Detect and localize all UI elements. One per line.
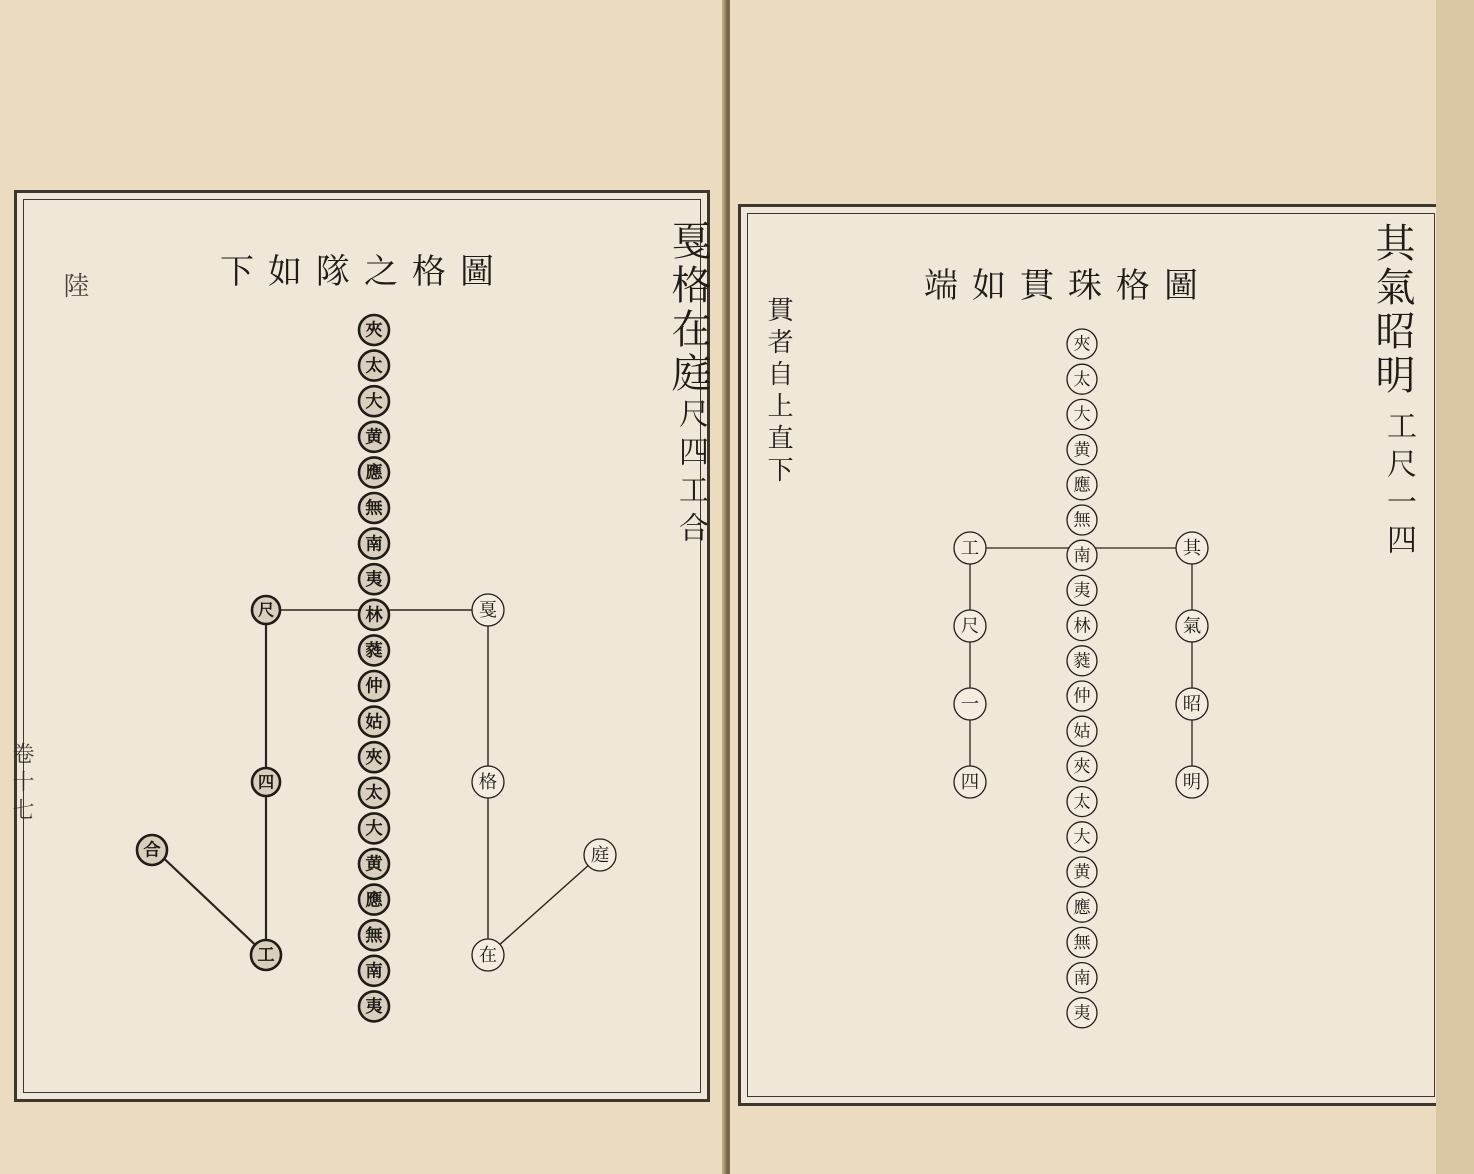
left-chain-node [359, 742, 389, 772]
left-chain-node [359, 386, 389, 416]
right-branch-diagonal [488, 855, 600, 955]
right-chain-node-glyph: 林 [1073, 616, 1091, 637]
right-chain-node [1067, 575, 1097, 605]
right-left-branch-node [954, 610, 986, 642]
right-left-branch-node [954, 532, 986, 564]
left-chain-node-glyph: 無 [365, 498, 383, 519]
right-chain-node-glyph: 太 [1073, 369, 1091, 390]
left-chain-node-glyph: 太 [365, 783, 383, 804]
right-chain-node-glyph: 南 [1073, 968, 1091, 989]
left-chain-node [359, 315, 389, 345]
right-chain-node [1067, 716, 1097, 746]
right-chain-node-glyph: 大 [1073, 827, 1091, 848]
left-chain-node [359, 956, 389, 986]
left-margin-text: 陸 [59, 272, 89, 304]
left-chain-node-glyph: 仲 [365, 676, 383, 697]
left-branch-diagonal [155, 850, 266, 955]
left-chain-node [359, 351, 389, 381]
right-chain-node [1067, 822, 1097, 852]
right-chain-node-glyph: 大 [1073, 405, 1091, 426]
right-chain-node-glyph: 南 [1073, 545, 1091, 566]
left-chain-node [359, 778, 389, 808]
right-chain-node [1067, 751, 1097, 781]
left-chain-node-glyph: 夾 [365, 747, 383, 768]
left-chain-node-glyph: 應 [365, 463, 383, 484]
right-chain-node [1067, 892, 1097, 922]
left-chain-node-glyph: 姑 [365, 712, 383, 733]
left-diagram [0, 0, 726, 1174]
left-chain-node-glyph: 夷 [365, 997, 383, 1018]
left-chain-node [359, 813, 389, 843]
right-chain-node [1067, 927, 1097, 957]
right-chain-node-glyph: 黄 [1073, 440, 1091, 461]
left-chain-node-glyph: 太 [365, 356, 383, 377]
right-chain-node [1067, 857, 1097, 887]
left-chain-node-glyph: 應 [365, 890, 383, 911]
right-right-branch-node [1176, 532, 1208, 564]
right-chain-node [1067, 611, 1097, 641]
left-page-verse: 戛格在庭 [665, 220, 711, 396]
left-chain-node-glyph: 蕤 [365, 641, 383, 662]
right-branch-node-4-glyph: 庭 [590, 845, 610, 867]
right-left-branch-node [954, 766, 986, 798]
right-chain-node-glyph: 蕤 [1073, 651, 1091, 672]
right-branch-node-3 [472, 939, 504, 971]
right-chain-node-glyph: 夷 [1073, 581, 1091, 602]
left-page [0, 0, 726, 1174]
right-branch-node-2-glyph: 格 [478, 772, 498, 794]
left-chain-node-glyph: 大 [365, 819, 383, 840]
left-chain-node [359, 600, 389, 630]
right-chain-node [1067, 470, 1097, 500]
left-branch-node-1-glyph: 尺 [257, 600, 275, 620]
left-chain-node [359, 422, 389, 452]
right-chain-node [1067, 787, 1097, 817]
right-page-notation: 工尺一四 [1381, 410, 1416, 562]
right-right-branch-node-glyph: 其 [1182, 538, 1202, 560]
left-chain-node [359, 991, 389, 1021]
left-branch-node-2-glyph: 四 [257, 772, 275, 792]
next-page-edge [1436, 0, 1474, 1174]
left-chain-node-glyph: 夷 [365, 569, 383, 590]
right-chain-node [1067, 329, 1097, 359]
left-page-title: 下如隊之格圖 [220, 252, 508, 292]
right-chain-node-glyph: 夷 [1073, 1003, 1091, 1024]
left-branch-node-3 [251, 940, 281, 970]
right-chain-node-glyph: 黄 [1073, 862, 1091, 883]
right-left-branch-node-glyph: 尺 [960, 616, 980, 638]
right-chain-node-glyph: 夾 [1073, 757, 1091, 778]
right-right-branch-node-glyph: 氣 [1182, 616, 1202, 638]
right-chain-node-glyph: 無 [1073, 933, 1091, 954]
left-chain-node [359, 457, 389, 487]
right-branch-node-3-glyph: 在 [478, 945, 498, 967]
left-chain-node [359, 493, 389, 523]
right-chain-node [1067, 505, 1097, 535]
left-chain-node-glyph: 南 [365, 534, 383, 555]
right-page-title: 端如貫珠格圖 [924, 266, 1212, 306]
left-branch-node-3-glyph: 工 [257, 945, 275, 966]
left-chain-node-glyph: 無 [365, 925, 383, 946]
right-page-verse: 其氣昭明 [1369, 222, 1415, 398]
right-chain-node [1067, 646, 1097, 676]
left-chain-node-glyph: 黄 [365, 854, 383, 875]
right-chain-node [1067, 399, 1097, 429]
right-chain-node-glyph: 夾 [1073, 334, 1091, 355]
right-chain-node [1067, 364, 1097, 394]
right-chain-node [1067, 963, 1097, 993]
left-chain-node [359, 849, 389, 879]
left-branch-node-4 [137, 835, 167, 865]
left-margin-volume: 卷十七 [9, 742, 34, 826]
left-chain-node [359, 671, 389, 701]
right-chain-node [1067, 435, 1097, 465]
right-left-branch-node-glyph: 四 [960, 772, 980, 794]
right-branch-node-1 [472, 594, 504, 626]
right-chain-node-glyph: 應 [1073, 897, 1091, 918]
right-right-branch-node [1176, 766, 1208, 798]
right-chain-node-glyph: 姑 [1073, 721, 1091, 742]
left-chain-node [359, 707, 389, 737]
right-page-note: 貫者自上直下 [763, 296, 793, 488]
right-left-branch-node-glyph: 工 [960, 538, 980, 560]
left-chain-node [359, 529, 389, 559]
left-chain-node-glyph: 夾 [365, 320, 383, 341]
right-right-branch-node [1176, 610, 1208, 642]
left-chain-node [359, 635, 389, 665]
right-chain-node [1067, 998, 1097, 1028]
left-chain-node [359, 920, 389, 950]
left-branch-node-4-glyph: 合 [143, 840, 161, 861]
left-chain-node-glyph: 南 [365, 961, 383, 982]
right-left-branch-node-glyph: 一 [960, 694, 980, 716]
right-branch-node-2 [472, 766, 504, 798]
right-right-branch-node [1176, 688, 1208, 720]
left-chain-node-glyph: 大 [365, 391, 383, 412]
left-chain-node [359, 885, 389, 915]
left-chain-node-glyph: 黄 [365, 427, 383, 448]
right-branch-node-1-glyph: 戛 [478, 600, 498, 622]
right-chain-node-glyph: 太 [1073, 792, 1091, 813]
right-right-branch-node-glyph: 明 [1182, 772, 1202, 794]
right-chain-node-glyph: 無 [1073, 510, 1091, 531]
left-page-notation: 尺四工合 [673, 398, 708, 550]
right-left-branch-node [954, 688, 986, 720]
right-diagram [730, 0, 1474, 1174]
right-chain-node-glyph: 應 [1073, 475, 1091, 496]
right-right-branch-node-glyph: 昭 [1182, 694, 1202, 716]
right-page [730, 0, 1474, 1174]
left-chain-node [359, 564, 389, 594]
right-chain-node [1067, 540, 1097, 570]
right-chain-node-glyph: 仲 [1073, 686, 1091, 707]
left-chain-node-glyph: 林 [365, 605, 383, 626]
left-branch-node-2 [252, 768, 280, 796]
right-branch-node-4 [584, 839, 616, 871]
left-branch-node-1 [252, 596, 280, 624]
right-chain-node [1067, 681, 1097, 711]
